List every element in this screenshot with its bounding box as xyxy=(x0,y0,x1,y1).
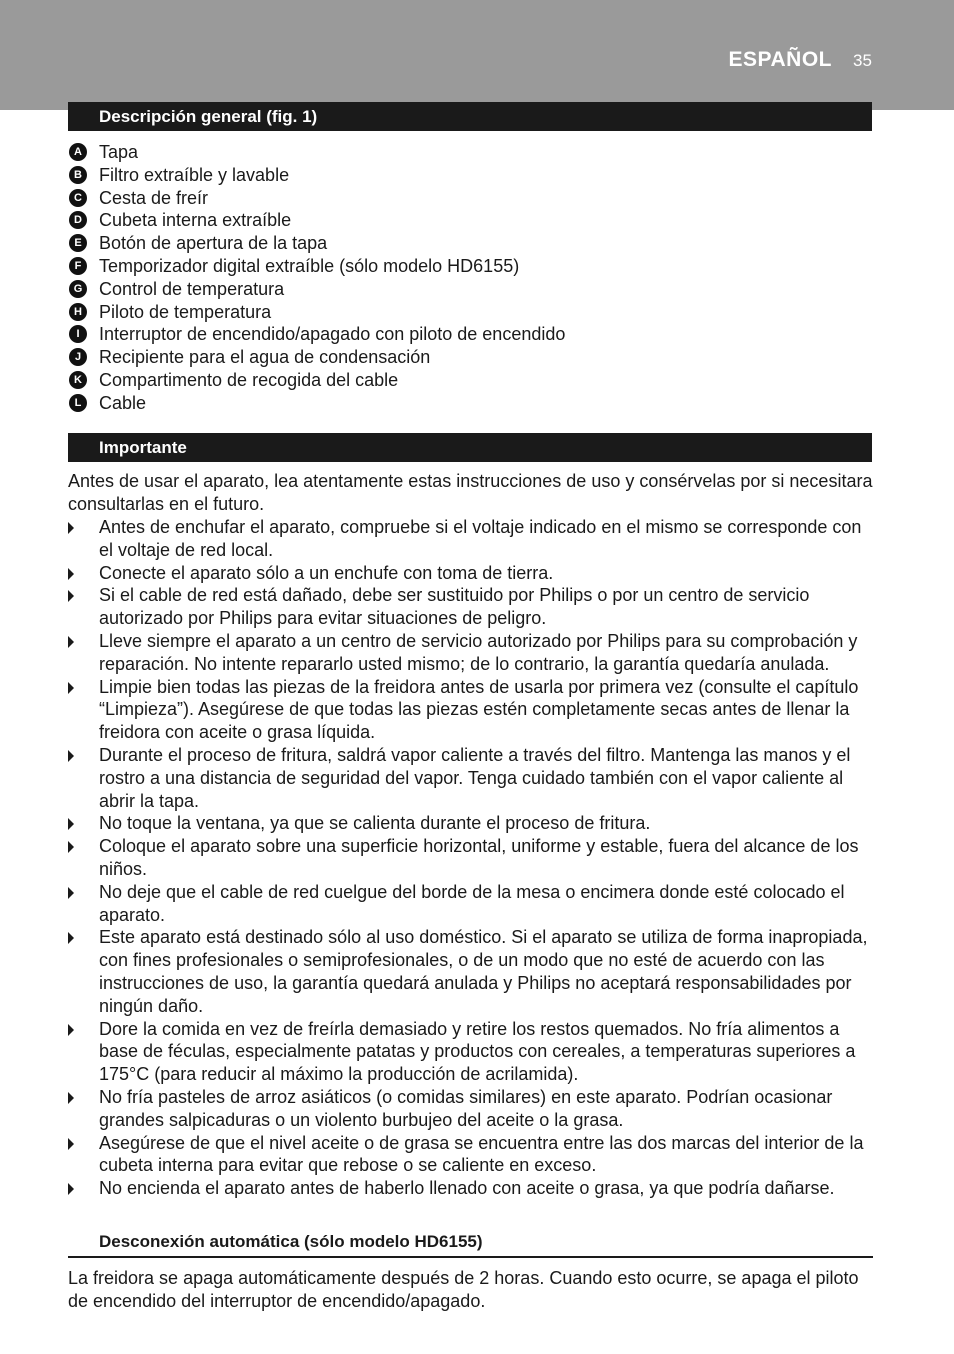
safety-bullet xyxy=(68,926,873,1017)
part-label: Cesta de freír xyxy=(99,187,209,208)
subsection-divider xyxy=(68,1256,873,1258)
bullet-arrow-icon xyxy=(68,1092,74,1104)
page-number: 35 xyxy=(853,51,872,70)
language-label: ESPAÑOL xyxy=(728,48,832,71)
part-label: Cable xyxy=(99,392,147,413)
bullet-text: Durante el proceso de fritura, saldrá vapor caliente a través del filtro. Mantenga las manos y el rostro a una distancia de seguridad del vapor. Tenga cuidado también con el vapor caliente al abrir la tapa. xyxy=(99,744,851,811)
bullet-arrow-icon xyxy=(68,841,74,853)
bullet-arrow-icon xyxy=(68,682,74,694)
parts-list xyxy=(68,141,565,415)
section-bar-important xyxy=(68,433,872,462)
bullet-arrow-icon xyxy=(68,887,74,899)
subsection-title-auto-off: Desconexión automática (sólo modelo HD6155) xyxy=(99,1232,483,1251)
part-label: Cubeta interna extraíble xyxy=(99,210,292,231)
part-letter-badge: B xyxy=(69,166,87,184)
part-label: Temporizador digital extraíble (sólo modelo HD6155) xyxy=(99,255,520,276)
part-letter-badge: A xyxy=(69,143,87,161)
part-item xyxy=(68,164,565,187)
part-label: Compartimento de recogida del cable xyxy=(99,369,399,390)
bullet-text: Lleve siempre el aparato a un centro de servicio autorizado por Philips para su comprobación y reparación. No intente repararlo usted mismo; de lo contrario, la garantía quedaría anulada. xyxy=(99,630,858,674)
part-item xyxy=(68,232,565,255)
part-item xyxy=(68,301,565,324)
safety-bullet xyxy=(68,1086,873,1132)
bullet-arrow-icon xyxy=(68,750,74,762)
part-label: Botón de apertura de la tapa xyxy=(99,233,328,254)
safety-bullet xyxy=(68,630,873,676)
part-letter-badge: F xyxy=(69,257,87,275)
bullet-text: Antes de enchufar el aparato, compruebe si el voltaje indicado en el mismo se corresponde con el voltaje de red local. xyxy=(99,517,862,560)
section-title-important: Importante xyxy=(99,438,187,457)
safety-bullet xyxy=(68,835,873,881)
safety-bullet xyxy=(68,584,873,630)
part-letter-badge: L xyxy=(69,394,87,412)
part-letter-badge: G xyxy=(69,280,87,298)
bullet-text: Asegúrese de que el nivel aceite o de grasa se encuentra entre las dos marcas del interior de la cubeta interna para evitar que rebose o se caliente en exceso. xyxy=(99,1132,864,1176)
part-letter-badge: I xyxy=(69,325,87,343)
page-header-band xyxy=(0,0,954,110)
bullet-arrow-icon xyxy=(68,932,74,944)
bullet-text: No fría pasteles de arroz asiáticos (o comidas similares) en este aparato. Podrían ocasionar grandes salpicaduras o un violento burbujeo del aceite o la grasa. xyxy=(99,1086,833,1130)
bullet-arrow-icon xyxy=(68,522,74,534)
important-intro: Antes de usar el aparato, lea atentamente estas instrucciones de uso y consérvelas por si necesitara consultarlas en el futuro. xyxy=(68,471,873,514)
safety-bullet-list xyxy=(68,516,873,1200)
part-label: Tapa xyxy=(99,142,139,162)
part-item xyxy=(68,278,565,301)
part-letter-badge: H xyxy=(69,303,87,321)
safety-bullet xyxy=(68,676,873,744)
bullet-arrow-icon xyxy=(68,818,74,830)
part-label: Recipiente para el agua de condensación xyxy=(99,347,431,368)
auto-off-text: La freidora se apaga automáticamente después de 2 horas. Cuando esto ocurre, se apaga el piloto de encendido del interruptor de encendido/apagado. xyxy=(68,1268,859,1311)
part-label: Piloto de temperatura xyxy=(99,301,272,322)
part-item xyxy=(68,369,565,392)
safety-bullet xyxy=(68,516,873,562)
part-item xyxy=(68,323,565,346)
part-letter-badge: E xyxy=(69,234,87,252)
part-item xyxy=(68,392,565,415)
bullet-arrow-icon xyxy=(68,1138,74,1150)
part-label: Control de temperatura xyxy=(99,278,285,299)
safety-bullet xyxy=(68,1132,873,1178)
bullet-arrow-icon xyxy=(68,590,74,602)
part-letter-badge: K xyxy=(69,371,87,389)
part-label: Interruptor de encendido/apagado con piloto de encendido xyxy=(99,324,566,345)
safety-bullet xyxy=(68,1177,873,1200)
bullet-text: Coloque el aparato sobre una superficie horizontal, uniforme y estable, fuera del alcance de los niños. xyxy=(99,836,859,879)
safety-bullet xyxy=(68,744,873,812)
bullet-text: Si el cable de red está dañado, debe ser sustituido por Philips o por un centro de servicio autorizado por Philips para evitar situaciones de peligro. xyxy=(99,585,810,629)
section-title-overview: Descripción general (fig. 1) xyxy=(99,107,318,126)
safety-bullet xyxy=(68,812,873,835)
part-letter-badge: D xyxy=(69,211,87,229)
bullet-arrow-icon xyxy=(68,1183,74,1195)
bullet-text: No toque la ventana, ya que se calienta durante el proceso de fritura. xyxy=(99,813,651,834)
bullet-text: Este aparato está destinado sólo al uso doméstico. Si el aparato se utiliza de forma inapropiada, con fines profesionales o semiprofesionales, o de un modo que no esté de acuerdo con las instrucciones de uso, la garantía quedará anulada y Philips no aceptará responsabilidades por ningún daño. xyxy=(99,927,868,1016)
part-letter-badge: J xyxy=(69,348,87,366)
part-item xyxy=(68,141,565,164)
part-item xyxy=(68,255,565,278)
part-item xyxy=(68,187,565,210)
bullet-text: Limpie bien todas las piezas de la freidora antes de usarla por primera vez (consulte el capítulo “Limpieza”). Asegúrese de que todas las piezas estén completamente secas antes de llenar la freidora con aceite o grasa líquida. xyxy=(99,676,859,743)
bullet-text: Dore la comida en vez de freírla demasiado y retire los restos quemados. No fría alimentos a base de féculas, especialmente patatas y productos con cereales, a temperaturas superiores a 175°C (para reducir al máximo la producción de acrilamida). xyxy=(99,1018,856,1085)
bullet-text: No deje que el cable de red cuelgue del borde de la mesa o encimera donde esté colocado el aparato. xyxy=(99,881,845,925)
safety-bullet xyxy=(68,562,873,585)
part-item xyxy=(68,209,565,232)
bullet-arrow-icon xyxy=(68,636,74,648)
bullet-text: No encienda el aparato antes de haberlo llenado con aceite o grasa, ya que podría dañarse. xyxy=(99,1178,835,1199)
part-label: Filtro extraíble y lavable xyxy=(99,164,290,185)
safety-bullet xyxy=(68,1018,873,1086)
part-letter-badge: C xyxy=(69,189,87,207)
bullet-text: Conecte el aparato sólo a un enchufe con toma de tierra. xyxy=(99,562,554,583)
bullet-arrow-icon xyxy=(68,568,74,580)
bullet-arrow-icon xyxy=(68,1024,74,1036)
section-bar-overview xyxy=(68,102,872,131)
part-item xyxy=(68,346,565,369)
safety-bullet xyxy=(68,881,873,927)
